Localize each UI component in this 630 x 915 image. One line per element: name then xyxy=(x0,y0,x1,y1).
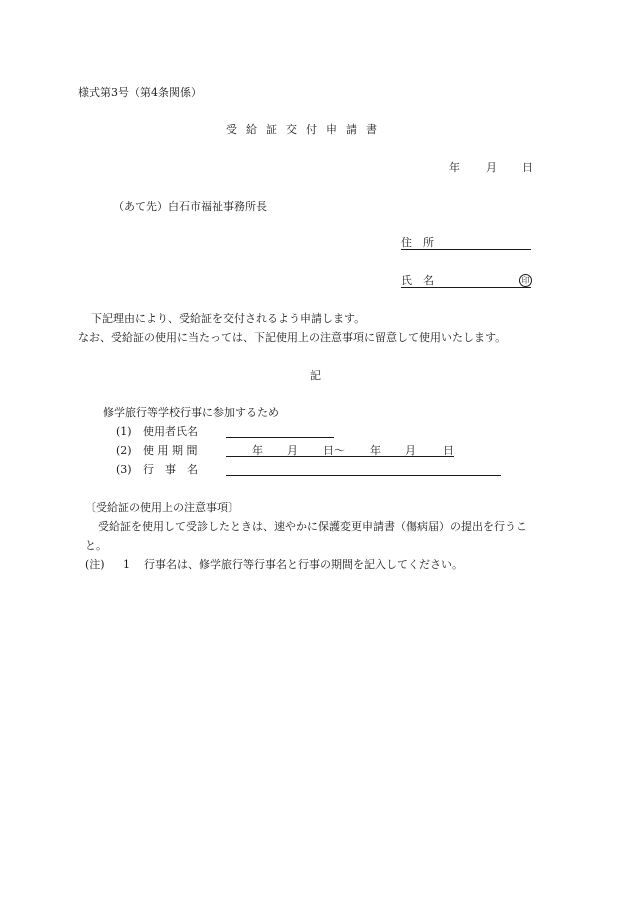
item-1-label: 使用者氏名 xyxy=(143,425,198,438)
event-name-field-line[interactable] xyxy=(226,475,501,476)
item-3-label: 行 事 名 xyxy=(143,463,198,476)
name-label: 氏 名 xyxy=(401,274,434,287)
user-name-field-line[interactable] xyxy=(226,437,334,438)
item-2-number: (2) xyxy=(116,444,132,457)
item-3-number: (3) xyxy=(116,463,132,476)
date-day-label: 日 xyxy=(522,161,533,174)
ki-heading: 記 xyxy=(310,369,321,382)
item-2-label: 使 用 期 間 xyxy=(143,444,198,457)
notes-heading: 〔受給証の使用上の注意事項〕 xyxy=(85,501,239,514)
period-field-line[interactable] xyxy=(226,456,454,457)
period-start-day: 日～ xyxy=(323,444,345,457)
document-title: 受給証交付申請書 xyxy=(226,123,386,136)
address-label: 住 所 xyxy=(401,236,434,249)
name-field-line[interactable] xyxy=(401,287,531,288)
period-end-month: 月 xyxy=(405,444,416,457)
note-text: 行事名は、修学旅行等行事名と行事の期間を記入してください。 xyxy=(144,558,463,571)
period-end-year: 年 xyxy=(370,444,381,457)
notes-text-line-2: と。 xyxy=(85,539,107,552)
date-year-label: 年 xyxy=(449,161,460,174)
purpose-text: 修学旅行等学校行事に参加するため xyxy=(103,406,279,419)
seal-mark: 印 xyxy=(519,274,532,287)
note-number: 1 xyxy=(123,558,130,571)
notes-text-line-1: 受給証を使用して受診したときは、速やかに保護変更申請書（傷病届）の提出を行うこ xyxy=(98,520,527,533)
period-start-year: 年 xyxy=(252,444,263,457)
period-start-month: 月 xyxy=(287,444,298,457)
body-line-1: 下記理由により、受給証を交付されるよう申請します。 xyxy=(91,312,366,325)
form-number: 様式第3号（第4条関係） xyxy=(78,86,202,99)
addressee: （あて先）白石市福祉事務所長 xyxy=(113,200,267,213)
date-month-label: 月 xyxy=(486,161,497,174)
body-line-2: なお、受給証の使用に当たっては、下記使用上の注意事項に留意して使用いたします。 xyxy=(78,331,507,344)
period-end-day: 日 xyxy=(443,444,454,457)
note-label: (注) xyxy=(85,558,105,571)
item-1-number: (1) xyxy=(116,425,132,438)
address-field-line[interactable] xyxy=(401,249,531,250)
